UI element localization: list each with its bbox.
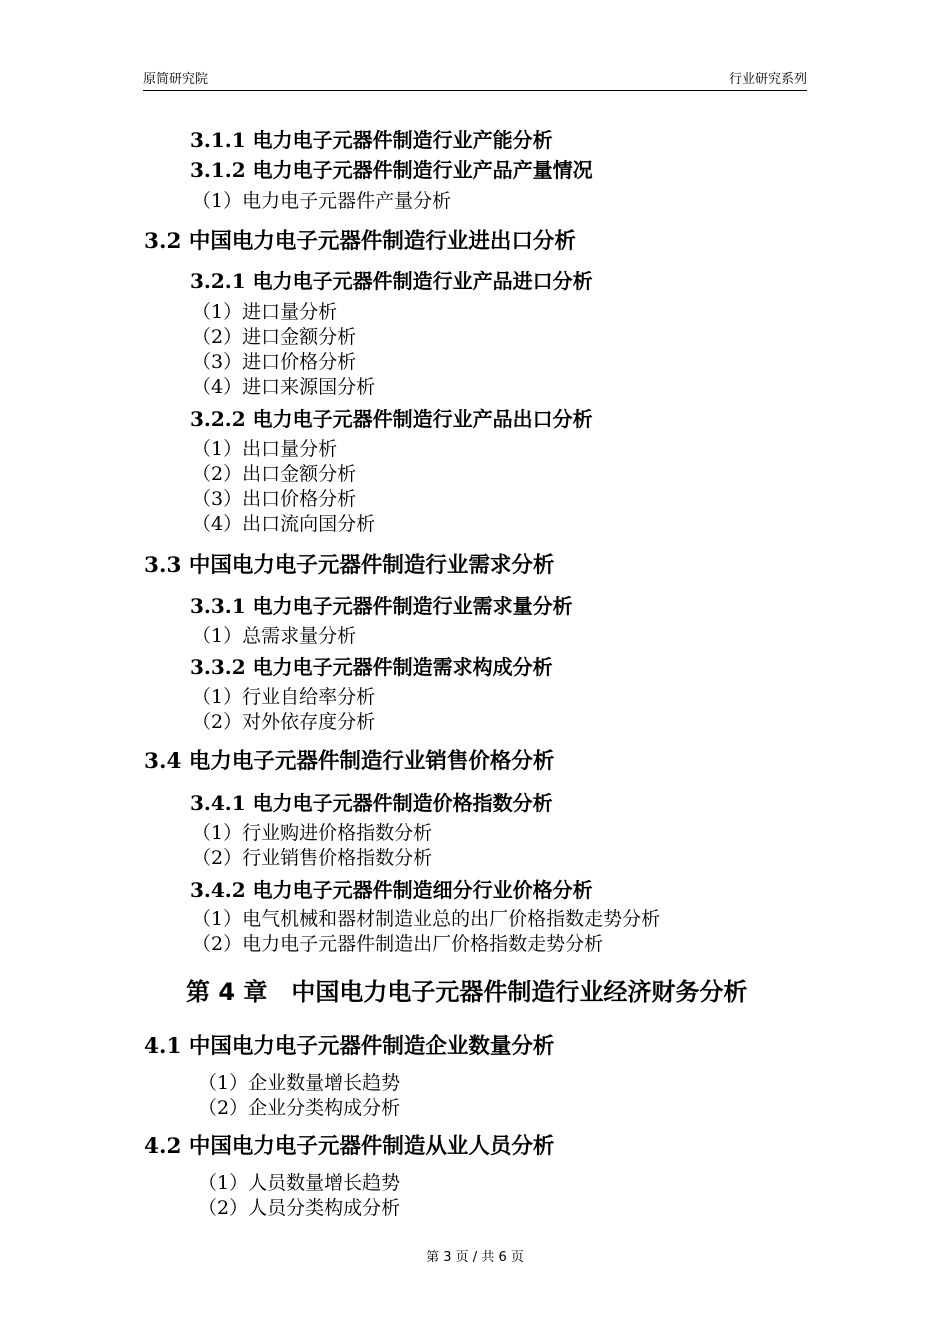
toc-line: 4.1 中国电力电子元器件制造企业数量分析 bbox=[144, 1034, 555, 1059]
chapter-heading: 第 4 章 中国电力电子元器件制造行业经济财务分析 bbox=[186, 978, 748, 1006]
header-series-name: 行业研究系列 bbox=[728, 72, 807, 87]
toc-line: （4）进口来源国分析 bbox=[192, 376, 376, 398]
toc-line: （1）总需求量分析 bbox=[192, 625, 357, 647]
toc-line: 3.1.1 电力电子元器件制造行业产能分析 bbox=[190, 128, 553, 152]
toc-line: 3.3 中国电力电子元器件制造行业需求分析 bbox=[144, 553, 555, 578]
toc-line: 3.1.2 电力电子元器件制造行业产品产量情况 bbox=[190, 158, 593, 182]
toc-line: （1）行业自给率分析 bbox=[192, 686, 376, 708]
toc-line: （1）人员数量增长趋势 bbox=[198, 1172, 401, 1194]
toc-line: （2）电力电子元器件制造出厂价格指数走势分析 bbox=[192, 933, 604, 955]
toc-line: （2）人员分类构成分析 bbox=[198, 1197, 401, 1219]
toc-line: 4.2 中国电力电子元器件制造从业人员分析 bbox=[144, 1134, 555, 1159]
page-header bbox=[143, 66, 807, 91]
toc-line: 3.3.2 电力电子元器件制造需求构成分析 bbox=[190, 655, 553, 679]
toc-line: 3.2 中国电力电子元器件制造行业进出口分析 bbox=[144, 229, 576, 254]
toc-line: （1）电气机械和器材制造业总的出厂价格指数走势分析 bbox=[192, 908, 661, 930]
toc-line: （1）行业购进价格指数分析 bbox=[192, 822, 433, 844]
toc-line: （3）出口价格分析 bbox=[192, 488, 357, 510]
toc-line: （2）企业分类构成分析 bbox=[198, 1097, 401, 1119]
toc-line: 3.3.1 电力电子元器件制造行业需求量分析 bbox=[190, 594, 573, 618]
toc-line: （1）电力电子元器件产量分析 bbox=[192, 190, 452, 212]
toc-line: （2）对外依存度分析 bbox=[192, 711, 376, 733]
toc-line: （2）进口金额分析 bbox=[192, 326, 357, 348]
toc-line: （1）进口量分析 bbox=[192, 301, 338, 323]
toc-line: （4）出口流向国分析 bbox=[192, 513, 376, 535]
toc-line: 3.2.1 电力电子元器件制造行业产品进口分析 bbox=[190, 269, 593, 293]
toc-line: （1）出口量分析 bbox=[192, 438, 338, 460]
toc-line: 3.4.2 电力电子元器件制造细分行业价格分析 bbox=[190, 878, 593, 902]
toc-line: 3.4 电力电子元器件制造行业销售价格分析 bbox=[144, 749, 555, 774]
toc-line: （3）进口价格分析 bbox=[192, 351, 357, 373]
toc-line: 3.4.1 电力电子元器件制造价格指数分析 bbox=[190, 791, 553, 815]
toc-line: （2）出口金额分析 bbox=[192, 463, 357, 485]
toc-line: （2）行业销售价格指数分析 bbox=[192, 847, 433, 869]
header-org-name: 原简研究院 bbox=[143, 72, 209, 87]
page-footer: 第 3 页 / 共 6 页 bbox=[426, 1250, 524, 1265]
toc-line: 3.2.2 电力电子元器件制造行业产品出口分析 bbox=[190, 407, 593, 431]
toc-line: （1）企业数量增长趋势 bbox=[198, 1072, 401, 1094]
